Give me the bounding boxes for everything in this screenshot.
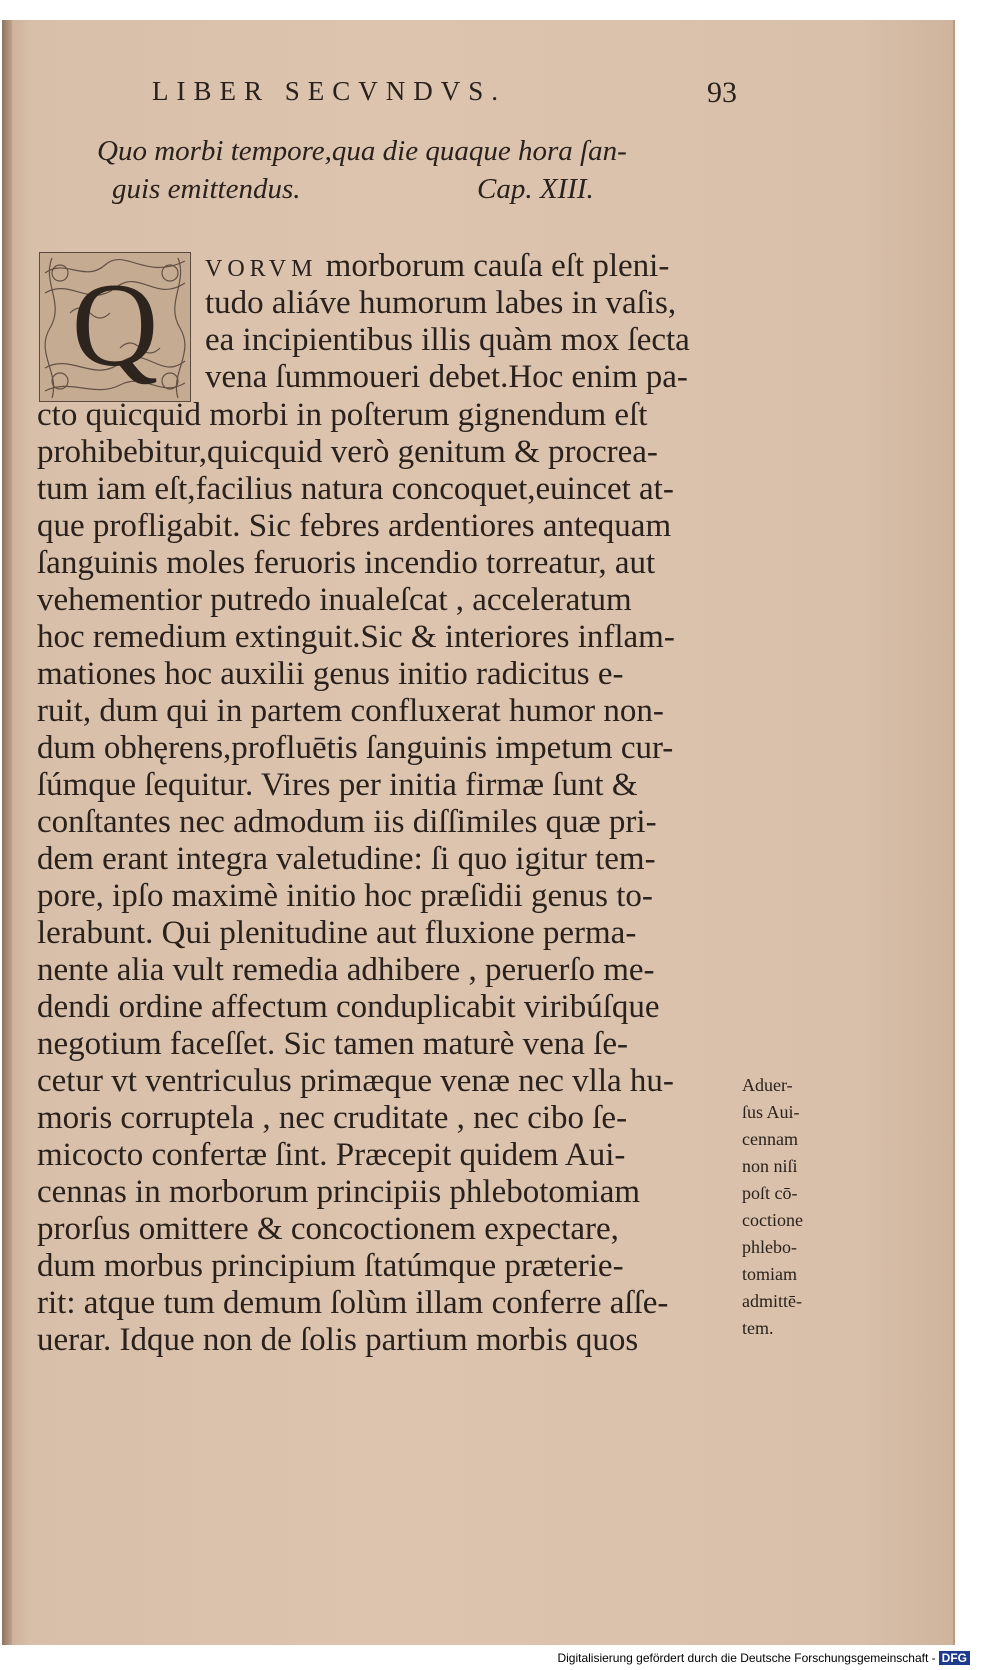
text-line-7: tum iam eſt,facilius natura concoquet,euincet at- bbox=[37, 471, 674, 507]
text-line-26: cennas in morborum principiis phlebotomiam bbox=[37, 1174, 641, 1210]
chapter-title-text: guis emittendus. bbox=[112, 173, 301, 205]
margin-note-line-9: admittē- bbox=[742, 1291, 802, 1311]
text-line-14: dum obhęrens,profluētis ſanguinis impetum cur- bbox=[37, 730, 674, 766]
margin-note-line-3: cennam bbox=[742, 1129, 798, 1149]
text-line-10: vehementior putredo inualeſcat , acceleratum bbox=[37, 582, 632, 618]
text-line-23: cetur vt ventriculus primæque venæ nec vlla hu- bbox=[37, 1063, 674, 1099]
text-line-12: mationes hoc auxilii genus initio radicitus e- bbox=[37, 656, 624, 692]
first-word-smallcaps: VORVM bbox=[205, 256, 318, 282]
book-page bbox=[2, 20, 955, 1645]
decorated-initial-art bbox=[40, 253, 190, 401]
digitization-credit bbox=[557, 1651, 970, 1665]
text-line-21: dendi ordine affectum conduplicabit viribúſque bbox=[37, 989, 660, 1025]
text-line-6: prohibebitur,quicquid verò genitum & procrea- bbox=[37, 434, 658, 470]
text-line-1 bbox=[205, 247, 669, 285]
margin-note-line-5: poſt cō- bbox=[742, 1183, 798, 1203]
chapter-title-line-1: Quo morbi tempore,qua die quaque hora ſan- bbox=[97, 135, 627, 167]
margin-note-line-1: Aduer- bbox=[742, 1075, 793, 1095]
margin-note-line-7: phlebo- bbox=[742, 1237, 797, 1257]
text-line-8: que profligabit. Sic febres ardentiores antequam bbox=[37, 508, 672, 544]
dfg-logo: DFG bbox=[939, 1651, 970, 1665]
page-number: 93 bbox=[707, 76, 737, 109]
chapter-number: Cap. XIII. bbox=[477, 173, 594, 205]
text-line-2: tudo aliáve humorum labes in vaſis, bbox=[205, 285, 677, 321]
decorated-initial bbox=[39, 252, 191, 402]
text-line-17: dem erant integra valetudine: ſi quo igitur tem- bbox=[37, 841, 656, 877]
text-line-30: uerar. Idque non de ſolis partium morbis quos bbox=[37, 1322, 639, 1358]
text-line-18: pore, ipſo maximè initio hoc præſidii genus to- bbox=[37, 878, 653, 914]
text-line-1-rest: morborum cauſa eſt pleni- bbox=[325, 248, 670, 284]
margin-note-line-2: ſus Aui- bbox=[742, 1102, 800, 1122]
text-line-16: conſtantes nec admodum iis diſſimiles quæ pri- bbox=[37, 804, 657, 840]
text-line-27: prorſus omittere & concoctionem expectare, bbox=[37, 1211, 619, 1247]
margin-note-line-6: coctione bbox=[742, 1210, 803, 1230]
margin-note-line-8: tomiam bbox=[742, 1264, 797, 1284]
text-line-9: ſanguinis moles feruoris incendio torreatur, aut bbox=[37, 545, 656, 581]
credit-text: Digitalisierung gefördert durch die Deutsche Forschungsgemeinschaft - bbox=[557, 1651, 936, 1665]
margin-note bbox=[742, 1072, 842, 1342]
text-line-13: ruit, dum qui in partem confluxerat humor non- bbox=[37, 693, 664, 729]
text-line-28: dum morbus principium ſtatúmque præterie- bbox=[37, 1248, 624, 1284]
chapter-title bbox=[97, 132, 697, 208]
initial-letter: Q bbox=[71, 258, 159, 391]
margin-note-line-4: non niſi bbox=[742, 1156, 798, 1176]
chapter-title-line-2 bbox=[97, 170, 697, 208]
text-line-11: hoc remedium extinguit.Sic & interiores inflam- bbox=[37, 619, 675, 655]
text-line-15: ſúmque ſequitur. Vires per initia firmæ ſunt & bbox=[37, 767, 638, 803]
running-head: LIBER SECVNDVS. bbox=[152, 76, 507, 106]
text-line-20: nente alia vult remedia adhibere , peruerſo me- bbox=[37, 952, 655, 988]
page-gutter bbox=[2, 20, 12, 1645]
text-line-24: moris corruptela , nec cruditate , nec cibo ſe- bbox=[37, 1100, 628, 1136]
text-line-3: ea incipientibus illis quàm mox ſecta bbox=[205, 322, 690, 358]
text-line-25: micocto confertæ ſint. Præcepit quidem Aui- bbox=[37, 1137, 626, 1173]
text-line-29: rit: atque tum demum ſolùm illam conferre aſſe- bbox=[37, 1285, 669, 1321]
text-line-5: cto quicquid morbi in poſterum gignendum eſt bbox=[37, 397, 648, 433]
text-line-22: negotium faceſſet. Sic tamen maturè vena ſe- bbox=[37, 1026, 629, 1062]
text-line-19: lerabunt. Qui plenitudine aut fluxione perma- bbox=[37, 915, 637, 951]
text-line-4: vena ſummoueri debet.Hoc enim pa- bbox=[205, 359, 688, 395]
margin-note-line-10: tem. bbox=[742, 1318, 774, 1338]
